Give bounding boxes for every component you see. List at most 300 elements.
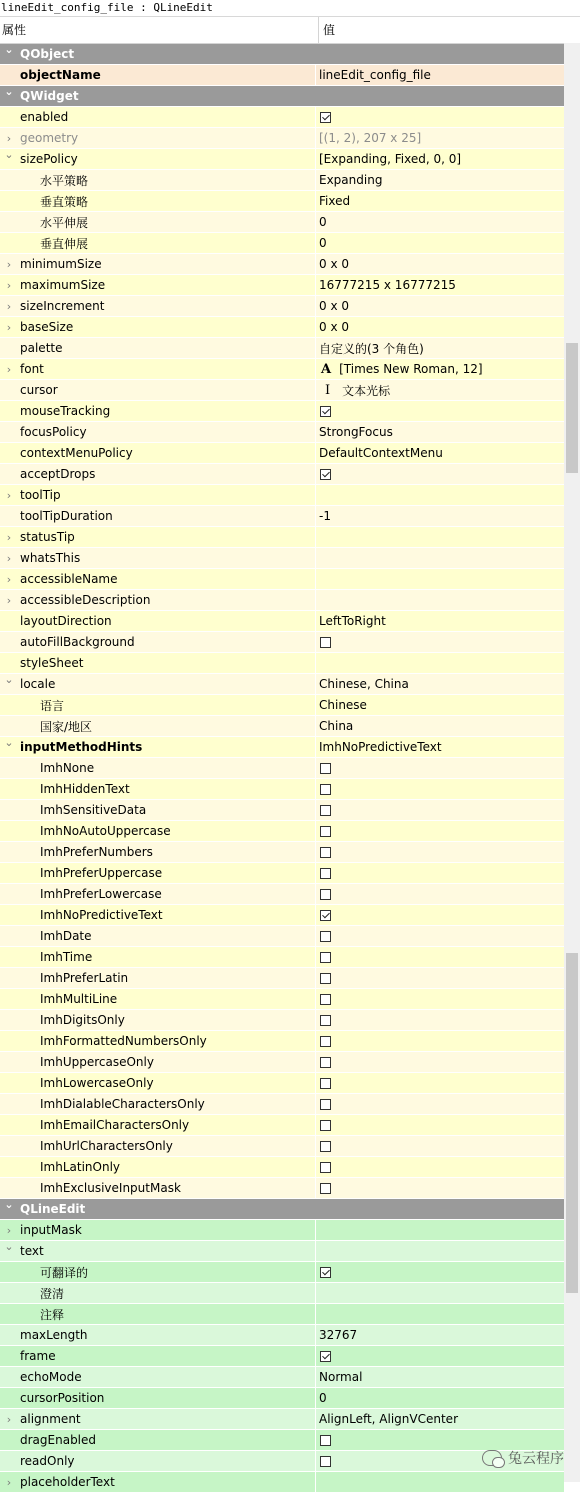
property-value-cell[interactable] — [316, 506, 564, 526]
property-row-maximumsize[interactable] — [0, 275, 564, 296]
property-name-cell[interactable] — [0, 590, 316, 610]
property-value-cell[interactable] — [316, 821, 564, 841]
property-label: 水平伸展 — [40, 215, 89, 230]
property-name-cell[interactable] — [0, 1472, 316, 1492]
property-row-contextmenupolicy[interactable] — [0, 443, 564, 464]
property-name-cell[interactable] — [0, 842, 316, 862]
property-value: 自定义的(3 个角色) — [319, 341, 424, 356]
value-checkbox[interactable] — [320, 952, 331, 963]
value-checkbox[interactable] — [320, 973, 331, 984]
property-value-cell[interactable] — [316, 632, 564, 652]
property-value-cell[interactable] — [316, 1178, 564, 1198]
property-label: whatsThis — [20, 551, 81, 565]
property-row-imhemailcharactersonly[interactable] — [0, 1115, 564, 1136]
property-value: ImhNoPredictiveText — [319, 740, 442, 754]
property-row-imhlatinonly[interactable] — [0, 1157, 564, 1178]
property-name-cell[interactable] — [0, 464, 316, 484]
scrollbar-thumb[interactable] — [566, 953, 578, 1293]
property-name-cell[interactable] — [0, 401, 316, 421]
property-value-cell[interactable] — [316, 1409, 564, 1429]
value-checkbox[interactable] — [320, 1351, 331, 1362]
property-name-cell[interactable] — [0, 821, 316, 841]
property-row-imhmultiline[interactable] — [0, 989, 564, 1010]
property-name-cell[interactable] — [0, 947, 316, 967]
property-name-cell[interactable] — [0, 968, 316, 988]
property-value-cell[interactable] — [316, 254, 564, 274]
property-name-cell[interactable] — [0, 800, 316, 820]
property-row-item[interactable] — [0, 1262, 564, 1283]
property-row-accessiblename[interactable] — [0, 569, 564, 590]
property-row-minimumsize[interactable] — [0, 254, 564, 275]
property-value-cell[interactable] — [316, 275, 564, 295]
property-row-statustip[interactable] — [0, 527, 564, 548]
property-value-cell[interactable] — [316, 611, 564, 631]
property-row-imhurlcharactersonly[interactable] — [0, 1136, 564, 1157]
property-row-autofillbackground[interactable] — [0, 632, 564, 653]
property-value-cell[interactable] — [316, 1472, 564, 1492]
property-value: 0 — [319, 215, 327, 229]
property-name-cell[interactable] — [0, 443, 316, 463]
property-row-item[interactable] — [0, 233, 564, 254]
property-label: ImhPreferLowercase — [40, 887, 162, 901]
property-row-imhhiddentext[interactable] — [0, 779, 564, 800]
property-row-tooltip[interactable] — [0, 485, 564, 506]
property-row-sizeincrement[interactable] — [0, 296, 564, 317]
property-value-cell[interactable] — [316, 1283, 564, 1303]
property-value-cell[interactable] — [316, 1367, 564, 1387]
property-name-cell[interactable] — [0, 1010, 316, 1030]
property-name-cell[interactable] — [0, 1178, 316, 1198]
property-name-cell[interactable] — [0, 1388, 316, 1408]
property-label: contextMenuPolicy — [20, 446, 133, 460]
value-checkbox[interactable] — [320, 784, 331, 795]
property-name-cell[interactable] — [0, 611, 316, 631]
value-checkbox[interactable] — [320, 868, 331, 879]
value-checkbox[interactable] — [320, 637, 331, 648]
property-row-alignment[interactable] — [0, 1409, 564, 1430]
property-value: [(1, 2), 207 x 25] — [319, 131, 422, 145]
property-row-enabled[interactable] — [0, 107, 564, 128]
property-row-item[interactable] — [0, 212, 564, 233]
property-label: maximumSize — [20, 278, 106, 292]
property-row-text[interactable] — [0, 1241, 564, 1262]
property-label: acceptDrops — [20, 467, 96, 481]
property-name-cell[interactable] — [0, 569, 316, 589]
property-row-focuspolicy[interactable] — [0, 422, 564, 443]
property-name-cell[interactable] — [0, 1304, 316, 1324]
value-checkbox[interactable] — [320, 406, 331, 417]
property-name-cell[interactable] — [0, 1325, 316, 1345]
property-name-cell[interactable] — [0, 884, 316, 904]
property-label: echoMode — [20, 1370, 82, 1384]
property-name-cell[interactable] — [0, 359, 316, 379]
property-label: ImhSensitiveData — [40, 803, 147, 817]
expand-arrow-right-icon[interactable]: › — [6, 257, 12, 271]
expand-arrow-right-icon[interactable]: › — [6, 320, 12, 334]
property-value-cell[interactable] — [316, 149, 564, 169]
property-value-cell[interactable] — [316, 884, 564, 904]
expand-arrow-down-icon[interactable]: ⌄ — [4, 674, 14, 686]
property-value-cell[interactable] — [316, 338, 564, 358]
property-row-imhprefernumbers[interactable] — [0, 842, 564, 863]
property-label: ImhPreferLatin — [40, 971, 129, 985]
property-row-basesize[interactable] — [0, 317, 564, 338]
property-name-cell[interactable] — [0, 1136, 316, 1156]
property-name-cell[interactable] — [0, 275, 316, 295]
value-checkbox[interactable] — [320, 763, 331, 774]
property-value-cell[interactable] — [316, 1388, 564, 1408]
property-row-maxlength[interactable] — [0, 1325, 564, 1346]
value-checkbox[interactable] — [320, 1120, 331, 1131]
property-name-cell[interactable] — [0, 128, 316, 148]
property-name-cell[interactable] — [0, 905, 316, 925]
property-name-cell[interactable] — [0, 254, 316, 274]
property-value-cell[interactable] — [316, 1052, 564, 1072]
property-label: maxLength — [20, 1328, 88, 1342]
expand-arrow-right-icon[interactable]: › — [6, 593, 12, 607]
property-name-cell[interactable] — [0, 44, 316, 64]
property-name-cell[interactable] — [0, 1094, 316, 1114]
property-value-cell[interactable] — [316, 170, 564, 190]
expand-arrow-down-icon[interactable]: ⌄ — [4, 44, 14, 56]
property-row-imhpreferlatin[interactable] — [0, 968, 564, 989]
property-row-accessibledescription[interactable] — [0, 590, 564, 611]
property-row-imhdigitsonly[interactable] — [0, 1010, 564, 1031]
property-row-item[interactable] — [0, 1283, 564, 1304]
property-label: cursorPosition — [20, 1391, 105, 1405]
expand-arrow-right-icon[interactable]: › — [6, 299, 12, 313]
property-row-imhpreferuppercase[interactable] — [0, 863, 564, 884]
property-label: geometry — [20, 131, 79, 145]
expand-arrow-down-icon[interactable]: ⌄ — [4, 737, 14, 749]
property-row-imhexclusiveinputmask[interactable] — [0, 1178, 564, 1199]
property-value-cell[interactable] — [316, 422, 564, 442]
property-name-cell[interactable] — [0, 527, 316, 547]
property-row-locale[interactable] — [0, 674, 564, 695]
property-row-item[interactable] — [0, 170, 564, 191]
property-row-imhnopredictivetext[interactable] — [0, 905, 564, 926]
property-name-cell[interactable] — [0, 1157, 316, 1177]
value-checkbox[interactable] — [320, 826, 331, 837]
value-checkbox[interactable] — [320, 1267, 331, 1278]
property-column-header[interactable]: 属性 — [0, 17, 319, 43]
expand-arrow-down-icon[interactable]: ⌄ — [4, 1199, 14, 1211]
property-value-cell[interactable] — [316, 569, 564, 589]
expand-arrow-right-icon[interactable]: › — [6, 1412, 12, 1426]
property-name-cell[interactable] — [0, 737, 316, 757]
expand-arrow-right-icon[interactable]: › — [6, 1475, 12, 1489]
property-row-cursorposition[interactable] — [0, 1388, 564, 1409]
property-value: 0 x 0 — [319, 320, 349, 334]
property-row-tooltipduration[interactable] — [0, 506, 564, 527]
value-checkbox[interactable] — [320, 1183, 331, 1194]
expand-arrow-right-icon[interactable]: › — [6, 530, 12, 544]
property-value-cell[interactable] — [316, 989, 564, 1009]
property-value-cell[interactable] — [316, 233, 564, 253]
value-checkbox[interactable] — [320, 931, 331, 942]
property-row-imhnone[interactable] — [0, 758, 564, 779]
property-value-cell[interactable] — [316, 1157, 564, 1177]
property-value-cell[interactable] — [316, 1325, 564, 1345]
expand-arrow-down-icon[interactable]: ⌄ — [4, 86, 14, 98]
property-row-sizepolicy[interactable] — [0, 149, 564, 170]
property-name-cell[interactable] — [0, 632, 316, 652]
value-column-header[interactable]: 值 — [323, 23, 336, 37]
property-value-cell[interactable] — [316, 1136, 564, 1156]
property-name-cell[interactable] — [0, 317, 316, 337]
property-value-cell[interactable] — [316, 359, 564, 379]
property-row-item[interactable] — [0, 716, 564, 737]
value-checkbox[interactable] — [320, 1435, 331, 1446]
property-value-cell[interactable] — [316, 1010, 564, 1030]
property-name-cell[interactable] — [0, 653, 316, 673]
property-row-imhdialablecharactersonly[interactable] — [0, 1094, 564, 1115]
property-row-cursor[interactable] — [0, 380, 564, 401]
property-row-imhuppercaseonly[interactable] — [0, 1052, 564, 1073]
property-name-cell[interactable] — [0, 233, 316, 253]
expand-arrow-right-icon[interactable]: › — [6, 488, 12, 502]
property-name-cell[interactable] — [0, 926, 316, 946]
property-name-cell[interactable] — [0, 149, 316, 169]
property-name-cell[interactable] — [0, 485, 316, 505]
property-value-cell[interactable] — [316, 716, 564, 736]
property-name-cell[interactable] — [0, 1430, 316, 1450]
property-value-cell[interactable] — [316, 758, 564, 778]
property-label: ImhHiddenText — [40, 782, 130, 796]
property-row-item[interactable] — [0, 695, 564, 716]
value-checkbox[interactable] — [320, 1141, 331, 1152]
value-checkbox[interactable] — [320, 805, 331, 816]
value-checkbox[interactable] — [320, 469, 331, 480]
property-label: QWidget — [20, 89, 79, 103]
property-value-cell[interactable] — [316, 464, 564, 484]
property-name-cell[interactable] — [0, 1241, 316, 1261]
value-checkbox[interactable] — [320, 1036, 331, 1047]
property-value-cell[interactable] — [316, 443, 564, 463]
property-row-readonly[interactable] — [0, 1451, 564, 1472]
property-label: toolTip — [20, 488, 61, 502]
property-name-cell[interactable] — [0, 1346, 316, 1366]
expand-arrow-right-icon[interactable]: › — [6, 572, 12, 586]
property-value-cell[interactable] — [316, 1304, 564, 1324]
property-name-cell[interactable] — [0, 716, 316, 736]
property-value-cell[interactable] — [316, 107, 564, 127]
property-row-imhpreferlowercase[interactable] — [0, 884, 564, 905]
expand-arrow-right-icon[interactable]: › — [6, 1223, 12, 1237]
property-name-cell[interactable] — [0, 758, 316, 778]
property-row-placeholdertext[interactable] — [0, 1472, 564, 1493]
property-row-mousetracking[interactable] — [0, 401, 564, 422]
property-name-cell[interactable] — [0, 1283, 316, 1303]
vertical-scrollbar[interactable] — [564, 43, 580, 1482]
property-row-item[interactable] — [0, 191, 564, 212]
property-label: ImhLatinOnly — [40, 1160, 121, 1174]
property-value-cell[interactable] — [316, 485, 564, 505]
property-label: ImhFormattedNumbersOnly — [40, 1034, 207, 1048]
property-name-cell[interactable] — [0, 863, 316, 883]
value-checkbox[interactable] — [320, 889, 331, 900]
property-name-cell[interactable] — [0, 506, 316, 526]
property-value-cell[interactable] — [316, 1430, 564, 1450]
expand-arrow-right-icon[interactable]: › — [6, 362, 12, 376]
property-row-dragenabled[interactable] — [0, 1430, 564, 1451]
property-name-cell[interactable] — [0, 1367, 316, 1387]
property-name-cell[interactable] — [0, 674, 316, 694]
property-name-cell[interactable] — [0, 1073, 316, 1093]
property-name-cell[interactable] — [0, 1052, 316, 1072]
property-name-cell[interactable] — [0, 1262, 316, 1282]
property-value: AlignLeft, AlignVCenter — [319, 1412, 459, 1426]
property-label: minimumSize — [20, 257, 102, 271]
value-checkbox[interactable] — [320, 1162, 331, 1173]
property-name-cell[interactable] — [0, 1220, 316, 1240]
property-value: StrongFocus — [319, 425, 393, 439]
property-name-cell[interactable] — [0, 695, 316, 715]
property-row-imhdate[interactable] — [0, 926, 564, 947]
property-row-frame[interactable] — [0, 1346, 564, 1367]
text-cursor-icon: I — [325, 382, 331, 398]
property-name-cell[interactable] — [0, 548, 316, 568]
expand-arrow-down-icon[interactable]: ⌄ — [4, 1241, 14, 1253]
property-row-inputmethodhints[interactable] — [0, 737, 564, 758]
category-row-qlineedit[interactable] — [0, 1199, 564, 1220]
property-label: ImhDigitsOnly — [40, 1013, 125, 1027]
property-label: 可翻译的 — [40, 1265, 89, 1280]
property-label: ImhDialableCharactersOnly — [40, 1097, 205, 1111]
property-row-imhsensitivedata[interactable] — [0, 800, 564, 821]
property-value-cell[interactable] — [316, 863, 564, 883]
property-row-imhnoautouppercase[interactable] — [0, 821, 564, 842]
property-value: 0 — [319, 236, 327, 250]
category-row-qwidget[interactable] — [0, 86, 564, 107]
property-name-cell[interactable] — [0, 296, 316, 316]
expand-arrow-right-icon[interactable]: › — [6, 131, 12, 145]
property-value-cell[interactable] — [316, 401, 564, 421]
property-value-cell[interactable] — [316, 1262, 564, 1282]
property-name-cell[interactable] — [0, 212, 316, 232]
property-name-cell[interactable] — [0, 1451, 316, 1471]
property-row-imhformattednumbersonly[interactable] — [0, 1031, 564, 1052]
expand-arrow-right-icon[interactable]: › — [6, 278, 12, 292]
property-value-cell[interactable] — [316, 317, 564, 337]
property-value-cell[interactable] — [316, 212, 564, 232]
property-value-cell[interactable] — [316, 695, 564, 715]
property-row-palette[interactable] — [0, 338, 564, 359]
property-value-cell[interactable] — [316, 548, 564, 568]
value-checkbox[interactable] — [320, 1078, 331, 1089]
property-row-acceptdrops[interactable] — [0, 464, 564, 485]
property-row-imhlowercaseonly[interactable] — [0, 1073, 564, 1094]
property-label: enabled — [20, 110, 69, 124]
property-value-cell[interactable] — [316, 926, 564, 946]
property-name-cell[interactable] — [0, 779, 316, 799]
property-row-geometry[interactable] — [0, 128, 564, 149]
value-checkbox[interactable] — [320, 994, 331, 1005]
property-row-objectname[interactable] — [0, 65, 564, 86]
property-value-cell[interactable] — [316, 1094, 564, 1114]
property-name-cell[interactable] — [0, 1031, 316, 1051]
property-row-stylesheet[interactable] — [0, 653, 564, 674]
property-label: 注释 — [40, 1307, 65, 1322]
property-name-cell[interactable] — [0, 1409, 316, 1429]
property-value-cell[interactable] — [316, 779, 564, 799]
property-row-font[interactable] — [0, 359, 564, 380]
property-value-cell[interactable] — [316, 947, 564, 967]
value-checkbox[interactable] — [320, 1099, 331, 1110]
property-value-cell[interactable] — [316, 1115, 564, 1135]
property-label: sizePolicy — [20, 152, 78, 166]
value-checkbox[interactable] — [320, 1057, 331, 1068]
property-name-cell[interactable] — [0, 422, 316, 442]
property-row-layoutdirection[interactable] — [0, 611, 564, 632]
property-value-cell[interactable] — [316, 968, 564, 988]
property-value: DefaultContextMenu — [319, 446, 443, 460]
property-name-cell[interactable] — [0, 1115, 316, 1135]
category-row-qobject[interactable] — [0, 44, 564, 65]
property-value-cell[interactable] — [316, 1346, 564, 1366]
property-value-cell[interactable] — [316, 128, 564, 148]
property-label: sizeIncrement — [20, 299, 105, 313]
property-value-cell[interactable] — [316, 191, 564, 211]
value-checkbox[interactable] — [320, 1456, 331, 1467]
property-value-cell[interactable] — [316, 653, 564, 673]
property-value-cell[interactable] — [316, 380, 564, 400]
property-value-cell[interactable] — [316, 65, 564, 85]
property-name-cell[interactable] — [0, 1199, 316, 1219]
wechat-icon — [482, 1450, 502, 1466]
property-value-cell[interactable] — [316, 296, 564, 316]
property-name-cell[interactable] — [0, 989, 316, 1009]
value-checkbox[interactable] — [320, 847, 331, 858]
property-value-cell[interactable] — [316, 1073, 564, 1093]
property-name-cell[interactable] — [0, 86, 316, 106]
property-value-cell[interactable] — [316, 905, 564, 925]
property-value-cell[interactable] — [316, 737, 564, 757]
property-value-cell[interactable] — [316, 1241, 564, 1261]
expand-arrow-right-icon[interactable]: › — [6, 551, 12, 565]
property-name-cell[interactable] — [0, 65, 316, 85]
property-label: font — [20, 362, 44, 376]
property-label: 水平策略 — [40, 173, 89, 188]
property-row-inputmask[interactable] — [0, 1220, 564, 1241]
property-value-cell[interactable] — [316, 1031, 564, 1051]
property-row-echomode[interactable] — [0, 1367, 564, 1388]
property-name-cell[interactable] — [0, 338, 316, 358]
value-checkbox[interactable] — [320, 910, 331, 921]
expand-arrow-down-icon[interactable]: ⌄ — [4, 149, 14, 161]
value-checkbox[interactable] — [320, 112, 331, 123]
value-checkbox[interactable] — [320, 1015, 331, 1026]
property-name-cell[interactable] — [0, 191, 316, 211]
property-row-whatsthis[interactable] — [0, 548, 564, 569]
property-label: ImhPreferUppercase — [40, 866, 163, 880]
property-name-cell[interactable] — [0, 170, 316, 190]
property-label: ImhLowercaseOnly — [40, 1076, 154, 1090]
property-row-item[interactable] — [0, 1304, 564, 1325]
property-name-cell[interactable] — [0, 107, 316, 127]
property-value-cell[interactable] — [316, 1220, 564, 1240]
scrollbar-thumb[interactable] — [566, 343, 578, 473]
property-value-cell[interactable] — [316, 674, 564, 694]
property-value-cell[interactable] — [316, 590, 564, 610]
property-value: 32767 — [319, 1328, 358, 1342]
property-value-cell[interactable] — [316, 800, 564, 820]
property-value-cell[interactable] — [316, 842, 564, 862]
property-value-cell[interactable] — [316, 527, 564, 547]
property-name-cell[interactable] — [0, 380, 316, 400]
property-label: styleSheet — [20, 656, 84, 670]
property-row-imhtime[interactable] — [0, 947, 564, 968]
